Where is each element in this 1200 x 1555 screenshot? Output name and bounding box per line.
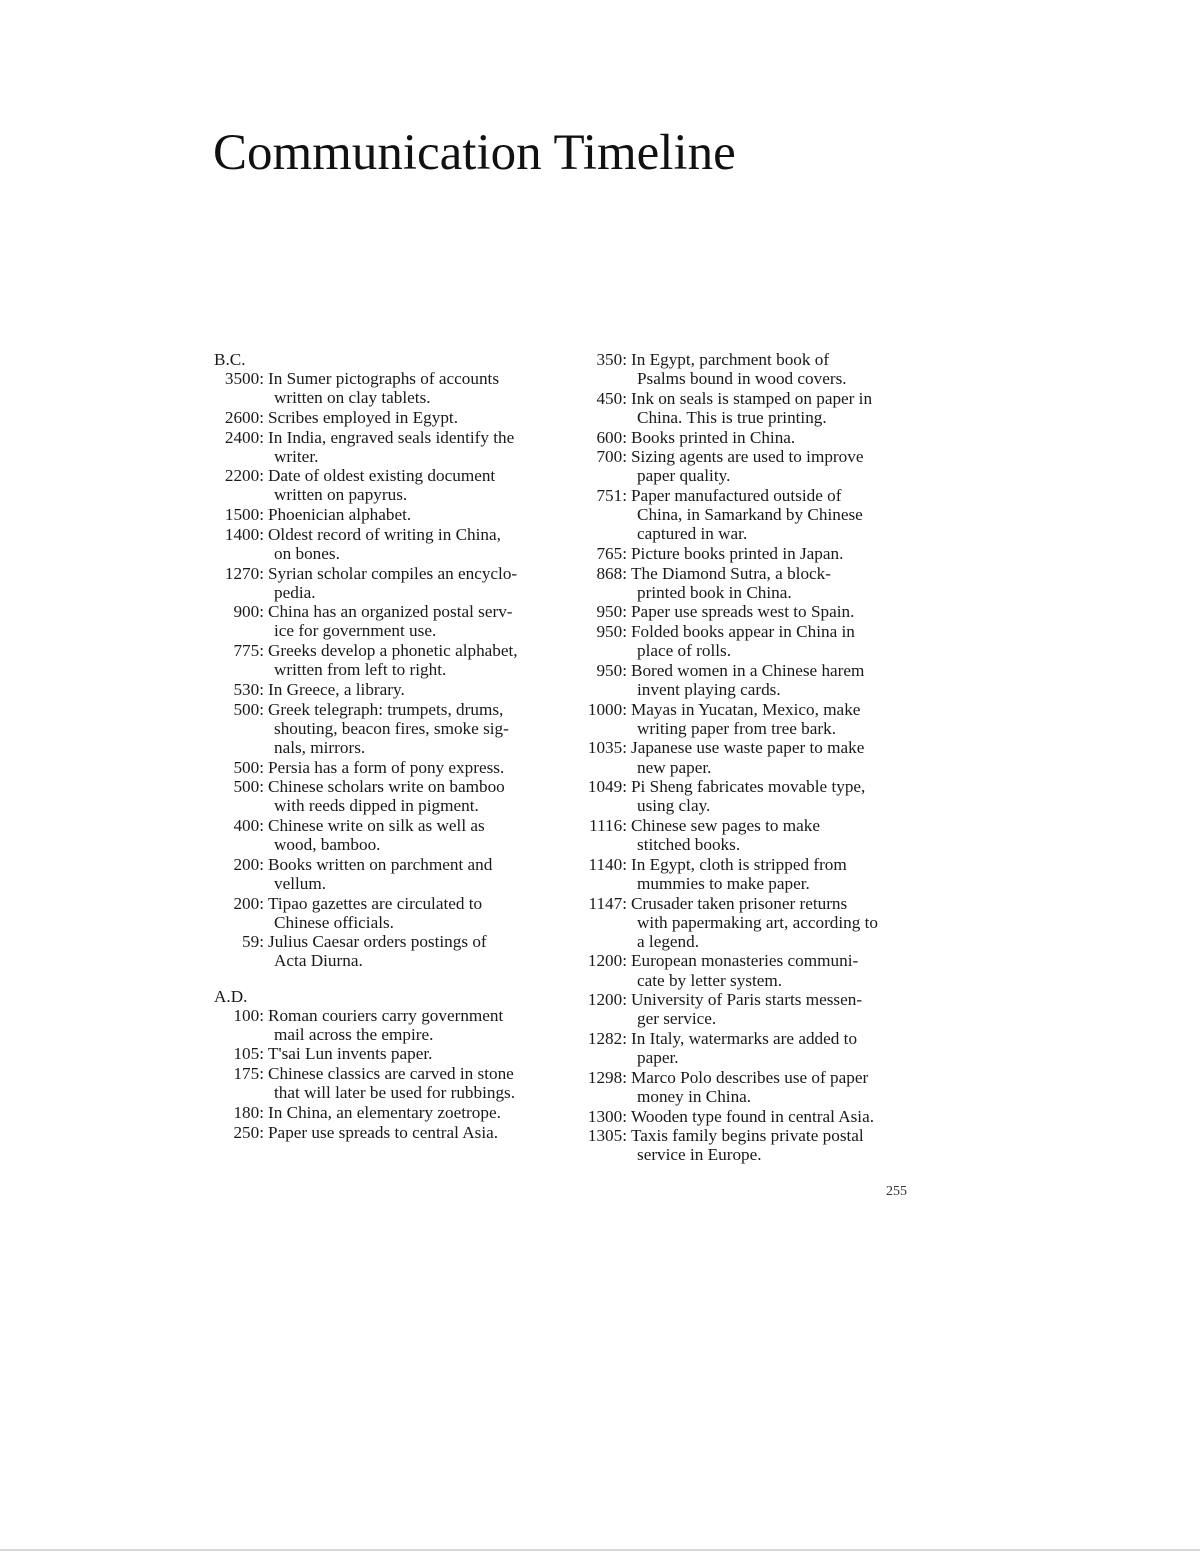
entry-line: Scribes employed in Egypt. [268, 407, 458, 427]
entry-line: Greeks develop a phonetic alphabet, [268, 641, 518, 661]
entry-year: 2600: [224, 407, 264, 427]
entry-line: Paper use spreads west to Spain. [631, 602, 855, 622]
entry-description [627, 661, 921, 699]
entry-line: with reeds dipped in pigment. [274, 796, 479, 816]
entry-line: Crusader taken prisoner returns [631, 893, 848, 913]
entry-description [627, 816, 921, 854]
entry-line: mail across the empire. [274, 1024, 434, 1044]
entry-year: 1147: [588, 893, 627, 913]
entry-line: that will later be used for rubbings. [274, 1083, 516, 1103]
entry-year: 530: [233, 679, 264, 699]
timeline-entry [214, 564, 564, 602]
entry-year: 1282: [587, 1028, 627, 1048]
entry-line: European monasteries communi- [631, 951, 859, 971]
entry-line: China has an organized postal serv- [268, 602, 513, 622]
entry-line: ger service. [637, 1009, 717, 1029]
section-label-ad: A.D. [214, 986, 248, 1006]
entry-year: 1200: [587, 990, 627, 1010]
entry-line: mummies to make paper. [637, 873, 810, 893]
entry-line: Chinese write on silk as well as [268, 815, 485, 835]
timeline-entry [214, 641, 564, 679]
entry-year: 1270: [224, 563, 264, 583]
entry-description [264, 564, 564, 602]
entry-description [264, 1103, 564, 1122]
entry-year: 105: [233, 1044, 264, 1064]
timeline-entry [581, 486, 921, 543]
entry-year: 350: [596, 350, 627, 369]
timeline-entry [581, 951, 921, 989]
entry-line: new paper. [637, 757, 712, 777]
ad-entry-list-right [581, 350, 921, 1164]
timeline-entry [581, 1126, 921, 1164]
timeline-entry [581, 661, 921, 699]
entry-line: Date of oldest existing document [268, 466, 496, 486]
entry-line: nals, mirrors. [274, 737, 366, 757]
timeline-entry [214, 525, 564, 563]
entry-line: printed book in China. [637, 582, 792, 602]
entry-year: 775: [233, 641, 264, 661]
bc-entry-list [214, 369, 564, 970]
entry-line: Syrian scholar compiles an encyclo- [268, 563, 518, 583]
entry-year: 200: [233, 893, 264, 913]
timeline-entry [581, 564, 921, 602]
entry-year: 200: [233, 854, 264, 874]
timeline-entry [214, 1044, 564, 1063]
entry-year: 1300: [587, 1106, 627, 1126]
entry-line: Psalms bound in wood covers. [637, 369, 847, 389]
entry-line: In Sumer pictographs of accounts [268, 369, 500, 389]
entry-line: Paper use spreads to central Asia. [268, 1122, 499, 1142]
timeline-entry [581, 389, 921, 427]
entry-year: 100: [233, 1005, 264, 1025]
entry-description [264, 505, 564, 524]
entry-description [264, 932, 564, 970]
entry-line: Chinese classics are carved in stone [268, 1064, 514, 1084]
timeline-entry [214, 1123, 564, 1142]
timeline-column-left [214, 350, 564, 1142]
entry-year: 950: [596, 602, 627, 622]
entry-description [627, 447, 921, 485]
entry-year: 1140: [588, 854, 627, 874]
entry-line: Folded books appear in China in [631, 622, 855, 642]
entry-line: Chinese officials. [274, 912, 394, 932]
entry-year: 1400: [224, 524, 264, 544]
entry-line: Sizing agents are used to improve [631, 447, 864, 467]
entry-line: service in Europe. [637, 1145, 762, 1165]
entry-year: 180: [233, 1102, 264, 1122]
timeline-entry [214, 369, 564, 407]
entry-description [627, 486, 921, 543]
entry-description [627, 700, 921, 738]
entry-line: Oldest record of writing in China, [268, 524, 501, 544]
page-title: Communication Timeline [213, 125, 736, 181]
entry-line: Marco Polo describes use of paper [631, 1067, 869, 1087]
timeline-entry [214, 1064, 564, 1102]
entry-line: Japanese use waste paper to make [631, 738, 865, 758]
entry-line: The Diamond Sutra, a block- [631, 563, 831, 583]
entry-line: writer. [274, 446, 319, 466]
entry-description [627, 1029, 921, 1067]
entry-line: In Greece, a library. [268, 679, 405, 699]
entry-line: T'sai Lun invents paper. [268, 1044, 433, 1064]
page-number: 255 [886, 1184, 907, 1199]
entry-year: 1000: [587, 699, 627, 719]
entry-line: money in China. [637, 1086, 752, 1106]
timeline-entry [581, 602, 921, 621]
timeline-entry [581, 816, 921, 854]
entry-description [264, 428, 564, 466]
entry-description [627, 1126, 921, 1164]
entry-year: 868: [596, 563, 627, 583]
entry-description [627, 564, 921, 602]
entry-line: ice for government use. [274, 621, 437, 641]
entry-line: University of Paris starts messen- [631, 990, 863, 1010]
timeline-entry [214, 932, 564, 970]
entry-description [264, 1044, 564, 1063]
timeline-entry [214, 894, 564, 932]
entry-year: 250: [233, 1122, 264, 1142]
entry-year: 1116: [589, 815, 627, 835]
timeline-entry [581, 1068, 921, 1106]
entry-line: on bones. [274, 543, 340, 563]
entry-description [627, 622, 921, 660]
entry-line: wood, bamboo. [274, 835, 381, 855]
entry-line: pedia. [274, 582, 316, 602]
entry-line: captured in war. [637, 524, 748, 544]
entry-year: 500: [233, 777, 264, 797]
entry-line: place of rolls. [637, 641, 732, 661]
entry-year: 1035: [587, 738, 627, 758]
entry-year: 500: [233, 757, 264, 777]
entry-description [627, 777, 921, 815]
timeline-entry [214, 505, 564, 524]
entry-line: Wooden type found in central Asia. [631, 1106, 874, 1126]
entry-line: written on clay tablets. [274, 388, 431, 408]
entry-line: Picture books printed in Japan. [631, 543, 844, 563]
timeline-entry [581, 1029, 921, 1067]
ad-entry-list-left [214, 1006, 564, 1142]
entry-line: Greek telegraph: trumpets, drums, [268, 699, 504, 719]
entry-year: 950: [596, 622, 627, 642]
timeline-entry [214, 466, 564, 504]
timeline-column-right [581, 350, 921, 1165]
entry-description [627, 602, 921, 621]
entry-line: Books printed in China. [631, 427, 796, 447]
entry-description [264, 777, 564, 815]
entry-line: a legend. [637, 931, 700, 951]
entry-description [264, 369, 564, 407]
entry-line: cate by letter system. [637, 970, 783, 990]
entry-description [264, 1006, 564, 1044]
entry-year: 1200: [587, 951, 627, 971]
entry-line: Books written on parchment and [268, 854, 493, 874]
entry-year: 751: [596, 486, 627, 506]
entry-description [627, 1068, 921, 1106]
entry-line: In Italy, watermarks are added to [631, 1028, 858, 1048]
entry-description [627, 894, 921, 951]
timeline-entry [581, 1107, 921, 1126]
entry-line: Roman couriers carry government [268, 1005, 504, 1025]
entry-year: 59: [242, 932, 264, 952]
entry-line: In India, engraved seals identify the [268, 427, 515, 447]
entry-year: 1049: [587, 777, 627, 797]
entry-description [264, 602, 564, 640]
entry-line: with papermaking art, according to [637, 912, 879, 932]
entry-line: China, in Samarkand by Chinese [637, 505, 863, 525]
entry-line: vellum. [274, 873, 327, 893]
entry-line: Persia has a form of pony express. [268, 757, 505, 777]
entry-description [627, 428, 921, 447]
timeline-entry [581, 777, 921, 815]
timeline-entry [214, 408, 564, 427]
entry-description [264, 466, 564, 504]
entry-description [264, 855, 564, 893]
timeline-entry [581, 428, 921, 447]
entry-line: writing paper from tree bark. [637, 718, 837, 738]
timeline-entry [581, 894, 921, 951]
entry-year: 450: [596, 388, 627, 408]
entry-description [264, 408, 564, 427]
timeline-entry [214, 777, 564, 815]
timeline-entry [581, 738, 921, 776]
timeline-entry [214, 1006, 564, 1044]
timeline-entry [581, 700, 921, 738]
entry-description [264, 1123, 564, 1142]
scan-edge-divider [0, 1549, 1200, 1551]
entry-year: 700: [596, 447, 627, 467]
entry-year: 900: [233, 602, 264, 622]
timeline-entry [581, 990, 921, 1028]
entry-line: Taxis family begins private postal [631, 1126, 864, 1146]
entry-description [264, 680, 564, 699]
entry-description [264, 1064, 564, 1102]
entry-year: 765: [596, 543, 627, 563]
timeline-entry [214, 428, 564, 466]
timeline-entry [214, 602, 564, 640]
entry-description [627, 1107, 921, 1126]
entry-description [627, 738, 921, 776]
entry-line: shouting, beacon fires, smoke sig- [274, 718, 509, 738]
entry-line: using clay. [637, 796, 711, 816]
entry-year: 2200: [224, 466, 264, 486]
entry-line: Julius Caesar orders postings of [268, 932, 487, 952]
section-label-bc: B.C. [214, 350, 246, 369]
entry-line: Chinese sew pages to make [631, 815, 821, 835]
entry-description [627, 990, 921, 1028]
entry-line: Tipao gazettes are circulated to [268, 893, 483, 913]
entry-description [264, 641, 564, 679]
timeline-entry [581, 855, 921, 893]
entry-year: 2400: [224, 427, 264, 447]
timeline-entry [581, 447, 921, 485]
timeline-entry [581, 544, 921, 563]
entry-year: 1305: [587, 1126, 627, 1146]
entry-line: Chinese scholars write on bamboo [268, 777, 505, 797]
timeline-entry [214, 1103, 564, 1122]
entry-line: stitched books. [637, 835, 741, 855]
entry-line: Pi Sheng fabricates movable type, [631, 777, 866, 797]
entry-line: written from left to right. [274, 660, 447, 680]
entry-year: 500: [233, 699, 264, 719]
entry-line: China. This is true printing. [637, 407, 827, 427]
timeline-entry [214, 700, 564, 757]
entry-description [627, 544, 921, 563]
entry-year: 600: [596, 427, 627, 447]
timeline-entry [581, 350, 921, 388]
entry-line: written on papyrus. [274, 485, 408, 505]
entry-year: 400: [233, 815, 264, 835]
entry-year: 3500: [224, 369, 264, 389]
entry-description [264, 525, 564, 563]
entry-line: Ink on seals is stamped on paper in [631, 388, 873, 408]
entry-description [627, 350, 921, 388]
entry-line: Phoenician alphabet. [268, 505, 412, 525]
entry-description [264, 816, 564, 854]
entry-year: 1298: [587, 1067, 627, 1087]
entry-line: paper. [637, 1048, 679, 1068]
entry-year: 950: [596, 660, 627, 680]
entry-line: Bored women in a Chinese harem [631, 660, 865, 680]
entry-line: paper quality. [637, 466, 731, 486]
entry-year: 175: [233, 1064, 264, 1084]
entry-year: 1500: [224, 505, 264, 525]
entry-line: invent playing cards. [637, 679, 781, 699]
entry-description [264, 758, 564, 777]
entry-line: In Egypt, parchment book of [631, 350, 830, 369]
entry-line: Mayas in Yucatan, Mexico, make [631, 699, 861, 719]
timeline-entry [214, 816, 564, 854]
entry-description [627, 855, 921, 893]
entry-line: Acta Diurna. [274, 951, 363, 971]
entry-line: In China, an elementary zoetrope. [268, 1102, 501, 1122]
entry-description [264, 894, 564, 932]
timeline-entry [214, 758, 564, 777]
timeline-entry [214, 680, 564, 699]
entry-description [627, 389, 921, 427]
entry-line: In Egypt, cloth is stripped from [631, 854, 847, 874]
timeline-entry [214, 855, 564, 893]
entry-description [264, 700, 564, 757]
entry-line: Paper manufactured outside of [631, 486, 842, 506]
entry-description [627, 951, 921, 989]
timeline-entry [581, 622, 921, 660]
